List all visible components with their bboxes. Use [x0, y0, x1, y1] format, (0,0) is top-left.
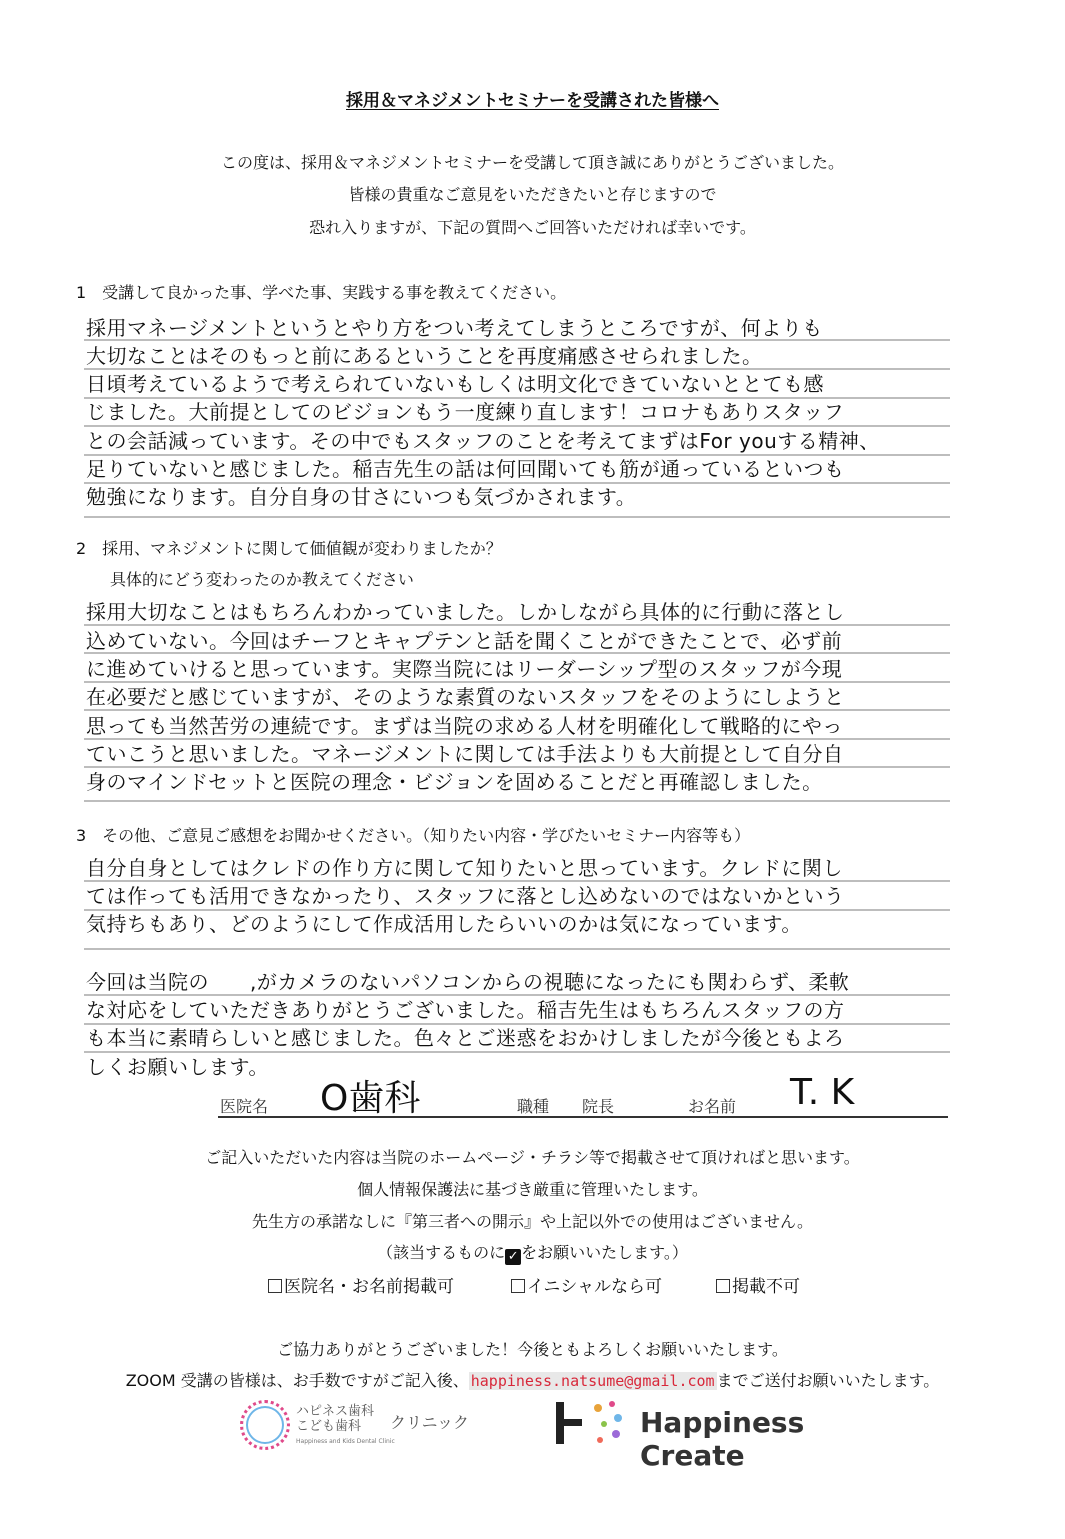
checkbox-icon[interactable]: [511, 1279, 525, 1293]
answer-1-line: との会話減っています。その中でもスタッフのことを考えてまずはFor youする精神、: [86, 429, 880, 453]
question-2-sub: 具体的にどう変わったのか教えてください: [110, 570, 414, 589]
option-clinic-name[interactable]: 医院名・お名前掲載可: [268, 1272, 454, 1297]
answer-rule: [84, 454, 950, 456]
question-2: 2 採用、マネジメントに関して価値観が変わりましたか？: [76, 539, 502, 558]
answer-2-line: 採用大切なことはもちろんわかっていました。しかしながら具体的に行動に落とし: [86, 600, 845, 624]
clinic-logo-icon: [240, 1400, 290, 1450]
email-link[interactable]: happiness.natsume@gmail.com: [470, 1372, 715, 1390]
checkmark-icon: ✓: [505, 1249, 521, 1265]
form-underline: [218, 1116, 948, 1118]
answer-rule: [84, 738, 950, 740]
answer-rule: [84, 709, 950, 711]
answer-3b-line: な対応をしていただきありがとうございました。稲吉先生はもちろんスタッフの方: [86, 998, 845, 1022]
option-initials[interactable]: イニシャルなら可: [511, 1272, 662, 1297]
answer-1-line: 足りていないと感じました。稲吉先生の話は何回聞いても筋が通っているといつも: [86, 457, 845, 481]
answer-1-line: じました。大前提としてのビジョンもう一度練り直します！コロナもありスタッフ: [86, 400, 845, 424]
answer-2-line: 在必要だと感じていますが、そのような素質のないスタッフをそのようにしようと: [86, 685, 845, 709]
answer-rule: [84, 397, 950, 399]
zoom-instruction: ZOOM 受講の皆様は、お手数ですがご記入後、 happiness.natsume@gmail.com までご送付お願いいたします。: [125, 1371, 940, 1390]
option-no-publish[interactable]: 掲載不可: [716, 1272, 800, 1297]
checkbox-icon[interactable]: [716, 1279, 730, 1293]
answer-rule: [84, 800, 950, 802]
question-1: 1 受講して良かった事、学べた事、実践する事を教えてください。: [76, 283, 567, 302]
answer-1-line: 日頃考えているようで考えられていないもしくは明文化できていないととても感: [86, 372, 824, 396]
answer-3b-line: 今回は当院の ,がカメラのないパソコンからの視聴になったにも関わらず、柔軟: [86, 970, 850, 994]
question-3: 3 その他、ご意見ご感想をお聞かせください。（知りたい内容・学びたいセミナー内容等も）: [76, 826, 751, 845]
clinic-logo-side: クリニック: [390, 1413, 470, 1432]
clinic-logo: [240, 1400, 480, 1450]
answer-3-line: 自分自身としてはクレドの作り方に関して知りたいと思っています。クレドに関し: [86, 856, 843, 880]
clinic-logo-text: ハピネス歯科 こども歯科: [296, 1404, 375, 1434]
answer-3-line: ては作っても活用できなかったり、スタッフに落とし込めないのではないかという: [86, 884, 845, 908]
clinic-label: 医院名: [220, 1097, 269, 1116]
check-instruction: （該当するものに ✓ をお願いいたします。）: [377, 1243, 688, 1264]
answer-2-line: 思っても当然苦労の連続です。まずは当院の求める人材を明確化して戦略的にやっ: [86, 714, 843, 738]
answer-rule: [84, 994, 950, 996]
intro-line-3: 恐れ入りますが、下記の質問へご回答いただければ幸いです。: [309, 218, 756, 237]
clinic-value: O歯科: [320, 1078, 421, 1119]
answer-1-line: 大切なことはそのもっと前にあるということを再度痛感させられました。: [86, 344, 763, 368]
job-label: 職種: [517, 1097, 550, 1116]
answer-1-line: 勉強になります。自分自身の甘さにいつも気づかされます。: [86, 485, 637, 509]
answer-rule: [84, 766, 950, 768]
answer-rule: [84, 368, 950, 370]
answer-rule: [84, 880, 950, 882]
answer-2-line: 身のマインドセットと医院の理念・ビジョンを固めることだと再確認しました。: [86, 770, 823, 794]
checkbox-icon[interactable]: [268, 1279, 282, 1293]
clinic-logo-sub: Happiness and Kids Dental Clinic: [296, 1438, 395, 1445]
answer-rule: [84, 516, 950, 518]
answer-3-line: 気持ちもあり、どのようにして作成活用したらいいのかは気になっています。: [86, 912, 802, 936]
intro-line-1: この度は、採用＆マネジメントセミナーを受講して頂き誠にありがとうございました。: [220, 153, 845, 172]
answer-rule: [84, 652, 950, 654]
answer-2-line: 込めていない。今回はチーフとキャプテンと話を聞くことができたことで、必ず前: [86, 629, 843, 653]
answer-2-line: に進めていけると思っています。実際当院にはリーダーシップ型のスタッフが今現: [86, 657, 843, 681]
answer-rule: [84, 948, 950, 950]
hc-mark-icon: [552, 1398, 626, 1448]
note-line: 先生方の承諾なしに『第三者への開示』や上記以外での使用はございません。: [252, 1212, 813, 1231]
intro-line-2: 皆様の貴重なご意見をいただきたいと存じますので: [348, 185, 717, 204]
answer-rule: [84, 339, 950, 341]
answer-3b-line: も本当に素晴らしいと感じました。色々とご迷惑をおかけしましたが今後ともよろ: [86, 1026, 845, 1050]
happiness-create-logo: [552, 1398, 892, 1472]
answer-rule: [84, 681, 950, 683]
name-label: お名前: [688, 1097, 737, 1116]
answer-rule: [84, 1051, 950, 1053]
answer-rule: [84, 482, 950, 484]
answer-rule: [84, 1023, 950, 1025]
note-line: 個人情報保護法に基づき厳重に管理いたします。: [357, 1180, 708, 1199]
thanks-text: ご協力ありがとうございました！今後ともよろしくお願いいたします。: [277, 1340, 788, 1359]
answer-2-line: ていこうと思いました。マネージメントに関しては手法よりも大前提として自分自: [86, 742, 844, 766]
note-line: ご記入いただいた内容は当院のホームページ・チラシ等で掲載させて頂ければと思います。: [205, 1148, 860, 1167]
answer-rule: [84, 425, 950, 427]
name-value: T. K: [790, 1072, 855, 1113]
answer-3b-line: しくお願いします。: [86, 1055, 269, 1079]
answer-rule: [84, 624, 950, 626]
answer-rule: [84, 909, 950, 911]
page-title: 採用＆マネジメントセミナーを受講された皆様へ: [346, 91, 719, 111]
job-value: 院長: [582, 1097, 615, 1116]
hc-logo-text: Happiness Create: [640, 1406, 805, 1472]
answer-1-line: 採用マネージメントというとやり方をつい考えてしまうところですが、何よりも: [86, 316, 823, 340]
